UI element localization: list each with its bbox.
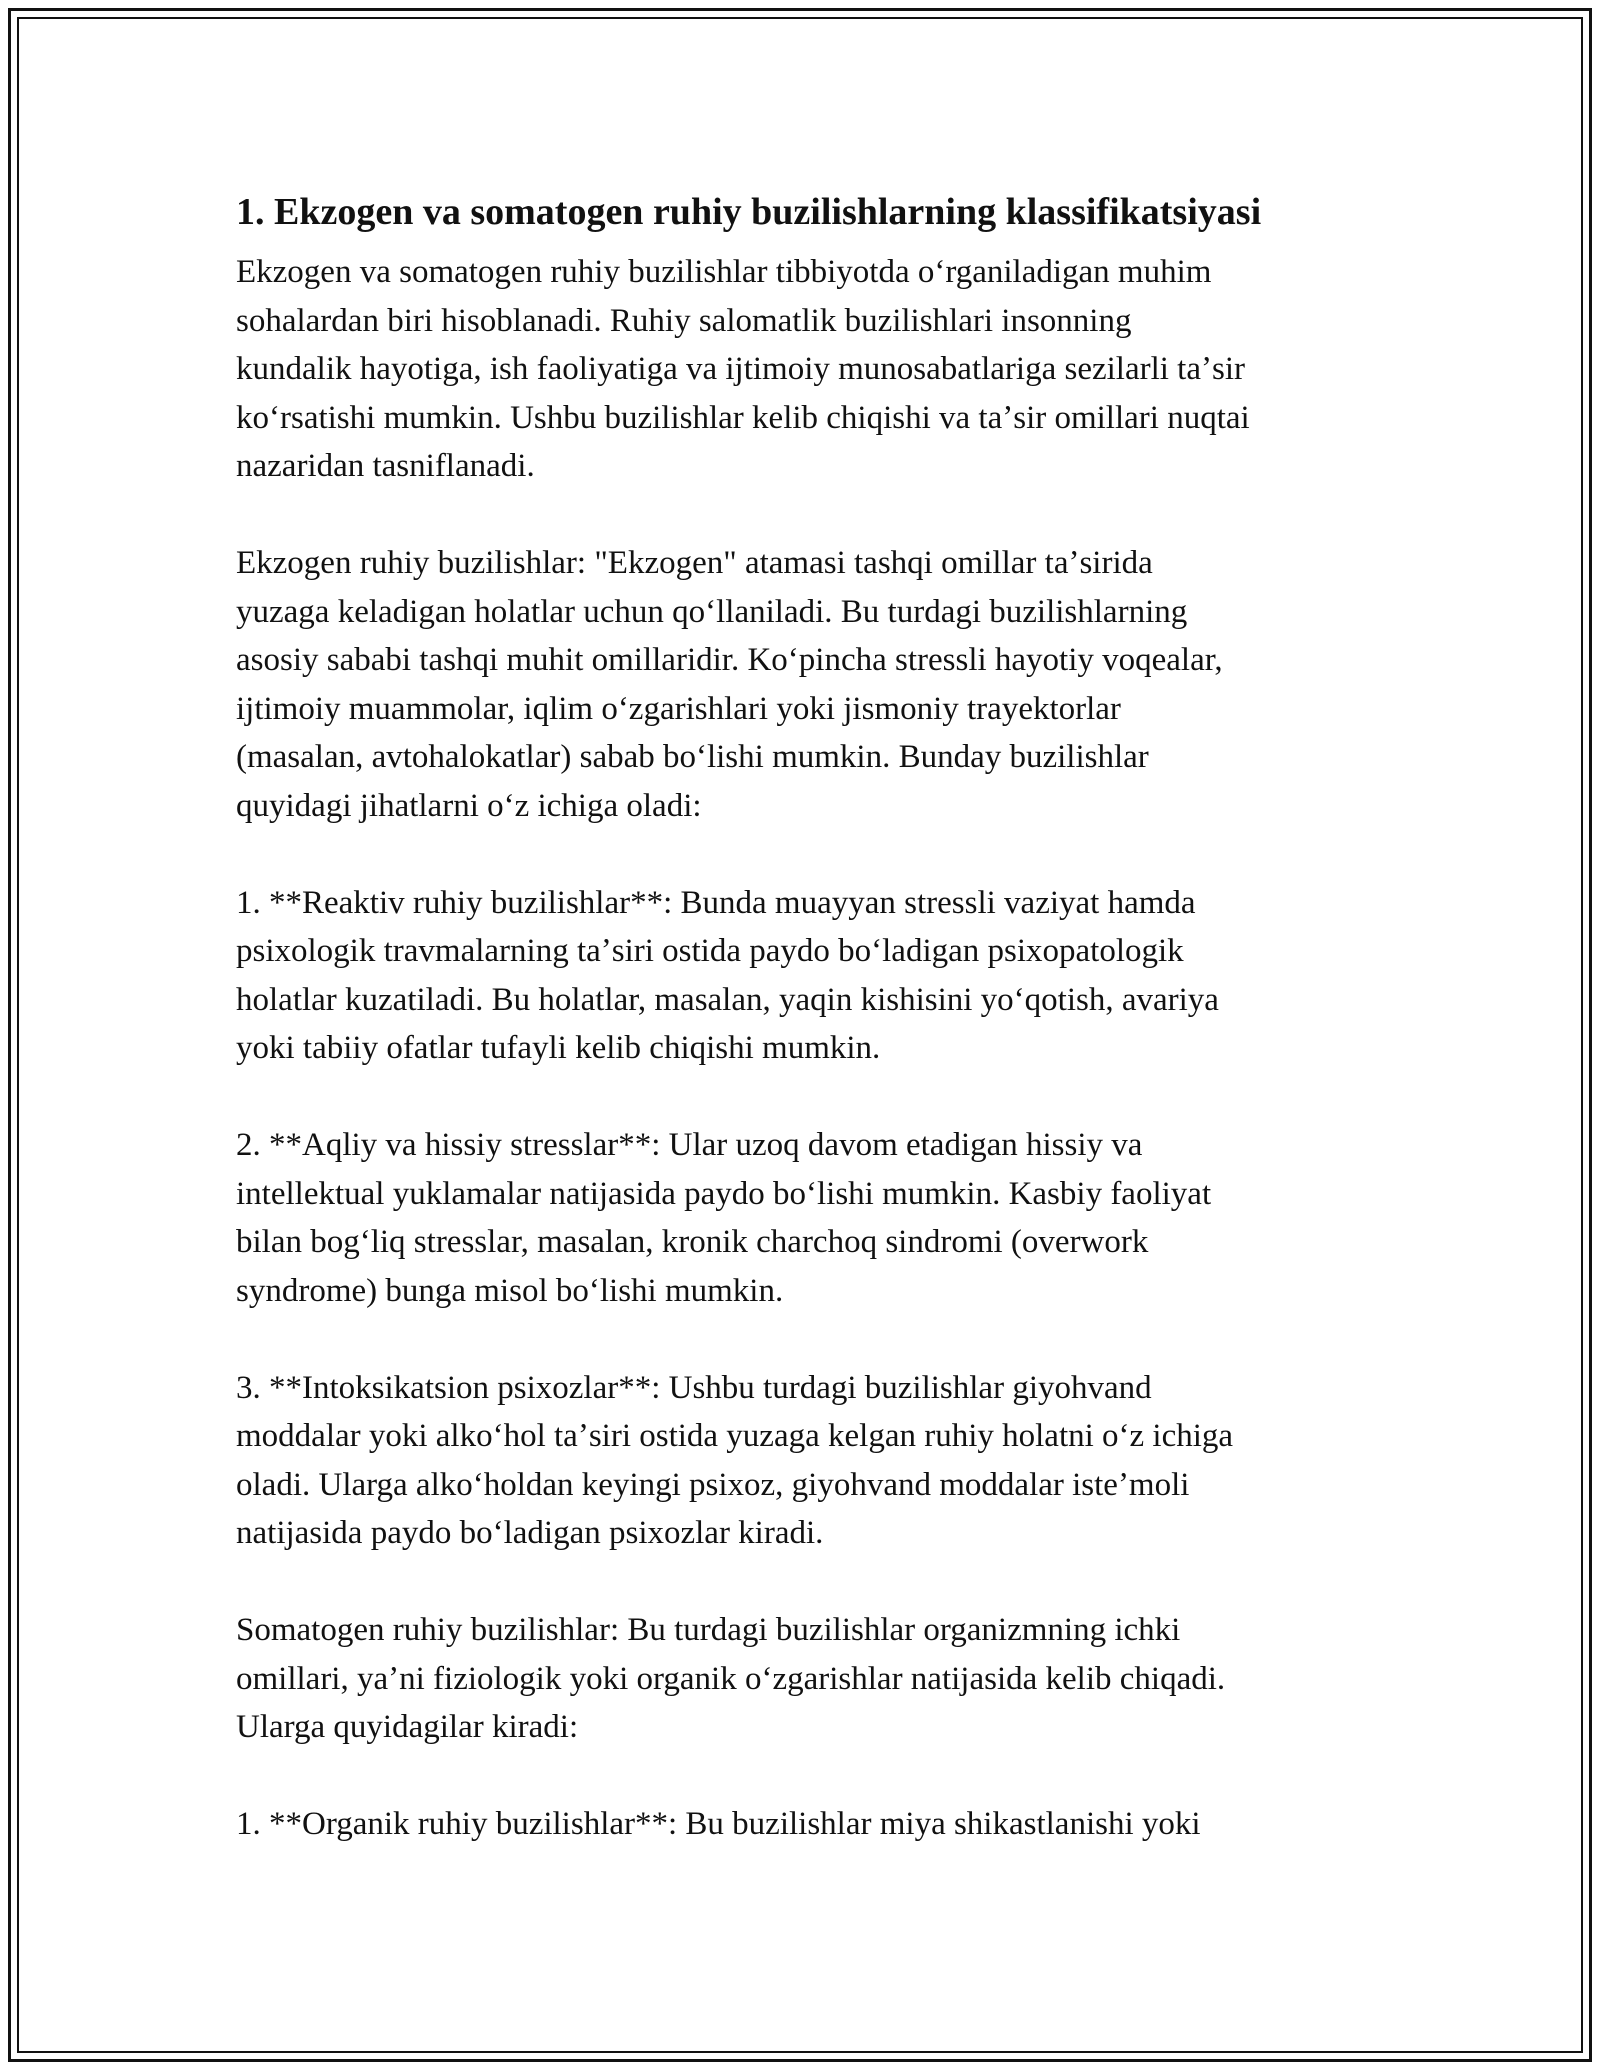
text-line: asosiy sababi tashqi muhit omillaridir. Koʻpincha stressli hayotiy voqealar,: [236, 642, 1223, 678]
paragraph-intro: [236, 248, 1386, 491]
list-item-stress: [236, 1121, 1386, 1315]
text-line: Ularga quyidagilar kiradi:: [236, 1709, 579, 1745]
text-line: Ekzogen ruhiy buzilishlar: "Ekzogen" atamasi tashqi omillar taʼsirida: [236, 545, 1153, 581]
text-line: Ekzogen va somatogen ruhiy buzilishlar tibbiyotda oʻrganiladigan muhim: [236, 254, 1212, 290]
text-line: 3. **Intoksikatsion psixozlar**: Ushbu turdagi buzilishlar giyohvand: [236, 1369, 1152, 1406]
text-line: ijtimoiy muammolar, iqlim oʻzgarishlari yoki jismoniy trayektorlar: [236, 690, 1121, 727]
document-title: 1. Ekzogen va somatogen ruhiy buzilishlarning klassifikatsiyasi: [236, 191, 1262, 233]
text-line: quyidagi jihatlarni oʻz ichiga oladi:: [236, 787, 702, 824]
text-line: oladi. Ularga alkoʻholdan keyingi psixoz, giyohvand moddalar isteʼmoli: [236, 1466, 1190, 1503]
text-line: Somatogen ruhiy buzilishlar: Bu turdagi buzilishlar organizmning ichki: [236, 1612, 1181, 1648]
text-line: natijasida paydo boʻladigan psixozlar kiradi.: [236, 1515, 824, 1551]
list-item-organic: [236, 1800, 1386, 1849]
document-body: [236, 186, 1386, 1897]
text-line: koʻrsatishi mumkin. Ushbu buzilishlar kelib chiqishi va taʼsir omillari nuqtai: [236, 399, 1250, 436]
text-line: nazaridan tasniflanadi.: [236, 448, 535, 484]
text-line: sohalardan biri hisoblanadi. Ruhiy salomatlik buzilishlari insonning: [236, 302, 1132, 339]
text-line: bilan bogʻliq stresslar, masalan, kronik charchoq sindromi (overwork: [236, 1224, 1149, 1260]
text-line: psixologik travmalarning taʼsiri ostida paydo boʻladigan psixopatologik: [236, 933, 1184, 969]
list-item-reactive: [236, 879, 1386, 1073]
text-line: omillari, yaʼni fiziologik yoki organik oʻzgarishlar natijasida kelib chiqadi.: [236, 1660, 1226, 1697]
list-item-intoxication: [236, 1364, 1386, 1558]
text-line: (masalan, avtohalokatlar) sabab boʻlishi mumkin. Bunday buzilishlar: [236, 739, 1149, 775]
text-line: 1. **Organik ruhiy buzilishlar**: Bu buzilishlar miya shikastlanishi yoki: [236, 1806, 1201, 1842]
text-line: kundalik hayotiga, ish faoliyatiga va ijtimoiy munosabatlariga sezilarli taʼsir: [236, 351, 1245, 387]
text-line: 1. **Reaktiv ruhiy buzilishlar**: Bunda muayyan stressli vaziyat hamda: [236, 884, 1196, 921]
text-line: yoki tabiiy ofatlar tufayli kelib chiqishi mumkin.: [236, 1030, 881, 1066]
text-line: holatlar kuzatiladi. Bu holatlar, masalan, yaqin kishisini yoʻqotish, avariya: [236, 981, 1219, 1018]
text-line: moddalar yoki alkoʻhol taʼsiri ostida yuzaga kelgan ruhiy holatni oʻz ichiga: [236, 1418, 1234, 1454]
text-line: syndrome) bunga misol boʻlishi mumkin.: [236, 1272, 784, 1309]
text-line: 2. **Aqliy va hissiy stresslar**: Ular uzoq davom etadigan hissiy va: [236, 1127, 1143, 1163]
text-line: intellektual yuklamalar natijasida paydo boʻlishi mumkin. Kasbiy faoliyat: [236, 1175, 1212, 1212]
paragraph-exogenous: [236, 539, 1386, 830]
paragraph-somatogenic: [236, 1606, 1386, 1752]
text-line: yuzaga keladigan holatlar uchun qoʻllaniladi. Bu turdagi buzilishlarning: [236, 593, 1188, 630]
